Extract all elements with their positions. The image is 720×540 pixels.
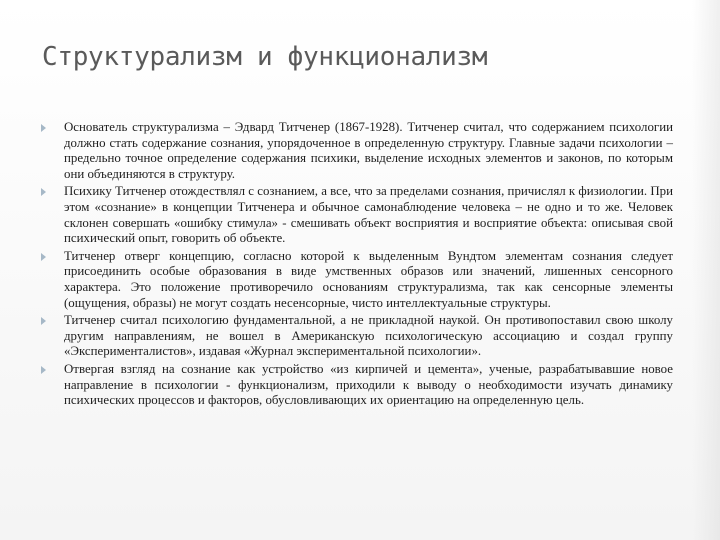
list-item: [41, 184, 673, 246]
triangle-bullet-icon: [41, 366, 46, 374]
triangle-bullet-icon: [41, 188, 46, 196]
list-item: [41, 362, 673, 409]
bullet-text: Титченер отверг концепцию, согласно которой к выделенным Вундтом элементам сознания следует присоединить особые образования в виде умственных образов или значений, лишенных сенсорного характера. Это положение противоречило основаниям структурализма, так как сенсорные элементы (ощущения, образы) не могут создать несенсорные, чисто интеллектуальные структуры.: [64, 248, 673, 310]
slide-title: Структурализм и функционализм: [42, 42, 488, 72]
bullet-text: Отвергая взгляд на сознание как устройство «из кирпичей и цемента», ученые, разрабатывавшие новое направление в психологии - функционализм, приходили к выводу о необходимости изучать динамику психических процессов и факторов, обусловливающих их ориентацию на определенную цель.: [64, 361, 673, 408]
list-item: [41, 120, 673, 182]
triangle-bullet-icon: [41, 253, 46, 261]
bullet-list: [41, 120, 673, 411]
triangle-bullet-icon: [41, 317, 46, 325]
bullet-text: Психику Титченер отождествлял с сознанием, а все, что за пределами сознания, причислял к физиологии. При этом «сознание» в концепции Титченера и обычное самонаблюдение человека – не одно и то же. Человек склонен совершать «ошибку стимула» - смешивать объект восприятия и восприятие объекта: описывая свой психический опыт, говорить об объекте.: [64, 184, 673, 246]
list-item: [41, 313, 673, 360]
bullet-text: Титченер считал психологию фундаментальной, а не прикладной наукой. Он противопоставил свою школу другим направлениям, не вошел в Американскую психологическую ассоциацию и создал группу «Эксперименталистов», издавая «Журнал экспериментальной психологии».: [64, 313, 673, 359]
list-item: [41, 249, 673, 311]
triangle-bullet-icon: [41, 124, 46, 132]
bullet-text: Основатель структурализма – Эдвард Титченер (1867-1928). Титченер считал, что содержанием психологии должно стать содержание сознания, упорядоченное в определенную структуру. Главные задачи психологии – предельно точное определение содержания психики, выделение исходных элементов и законов, по которым они объединяются в структуру.: [64, 120, 673, 181]
